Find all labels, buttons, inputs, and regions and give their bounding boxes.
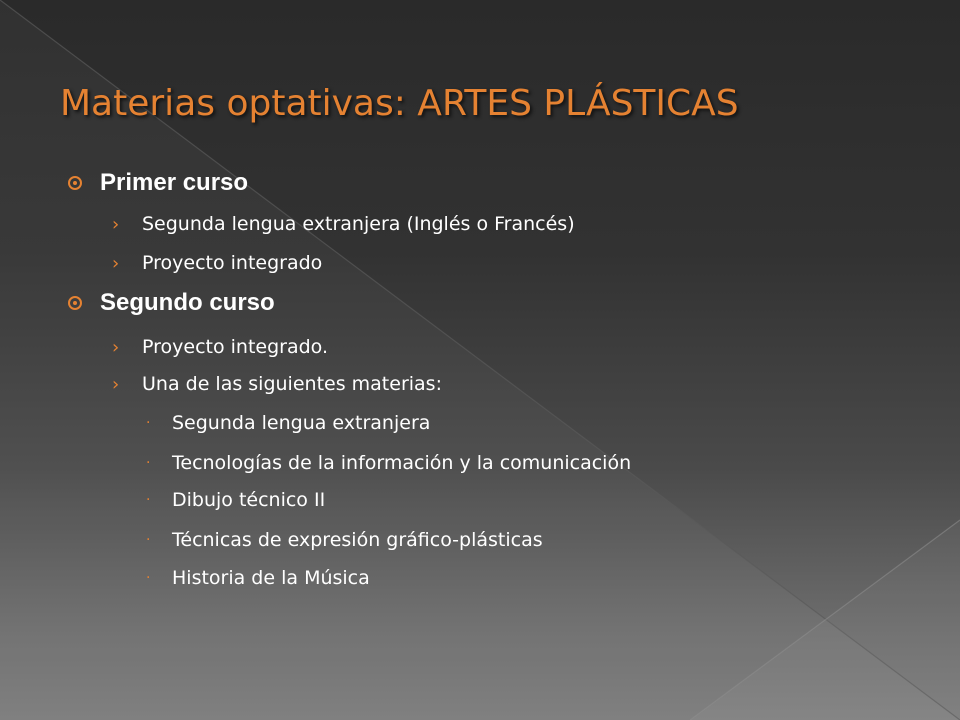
section-heading-primer-curso xyxy=(68,168,248,198)
sub-list-item-text: Historia de la Música xyxy=(172,567,370,589)
section-heading-segundo-curso xyxy=(68,288,275,318)
circle-bullet-icon xyxy=(68,296,82,310)
sub-list-item xyxy=(146,527,543,553)
section-heading-text: Segundo curso xyxy=(100,289,275,316)
sub-list-item xyxy=(146,487,325,513)
sub-list-item-text: Segunda lengua extranjera xyxy=(172,412,431,434)
list-item-text: Proyecto integrado xyxy=(142,252,323,274)
chevron-right-icon: › xyxy=(112,374,120,395)
sub-list-item-text: Técnicas de expresión gráfico-plásticas xyxy=(172,529,543,551)
list-item xyxy=(112,211,575,238)
sub-list-item xyxy=(146,450,631,476)
dot-bullet-icon: · xyxy=(146,455,151,471)
chevron-right-icon: › xyxy=(112,337,120,358)
dot-bullet-icon: · xyxy=(146,532,151,548)
section-heading-text: Primer curso xyxy=(100,169,249,196)
list-item-text: Una de las siguientes materias: xyxy=(142,373,442,395)
list-item xyxy=(112,250,322,277)
chevron-right-icon: › xyxy=(112,253,120,274)
list-item xyxy=(112,334,328,361)
sub-list-item-text: Dibujo técnico II xyxy=(172,489,326,511)
sub-list-item xyxy=(146,410,430,436)
chevron-right-icon: › xyxy=(112,214,120,235)
list-item xyxy=(112,371,442,398)
dot-bullet-icon: · xyxy=(146,570,151,586)
dot-bullet-icon: · xyxy=(146,492,151,508)
list-item-text: Segunda lengua extranjera (Inglés o Francés) xyxy=(142,213,575,235)
sub-list-item xyxy=(146,565,370,591)
slide-title: Materias optativas: ARTES PLÁSTICAS xyxy=(60,83,739,124)
list-item-text: Proyecto integrado. xyxy=(142,336,329,358)
circle-bullet-icon xyxy=(68,176,82,190)
sub-list-item-text: Tecnologías de la información y la comunicación xyxy=(172,452,632,474)
dot-bullet-icon: · xyxy=(146,415,151,431)
